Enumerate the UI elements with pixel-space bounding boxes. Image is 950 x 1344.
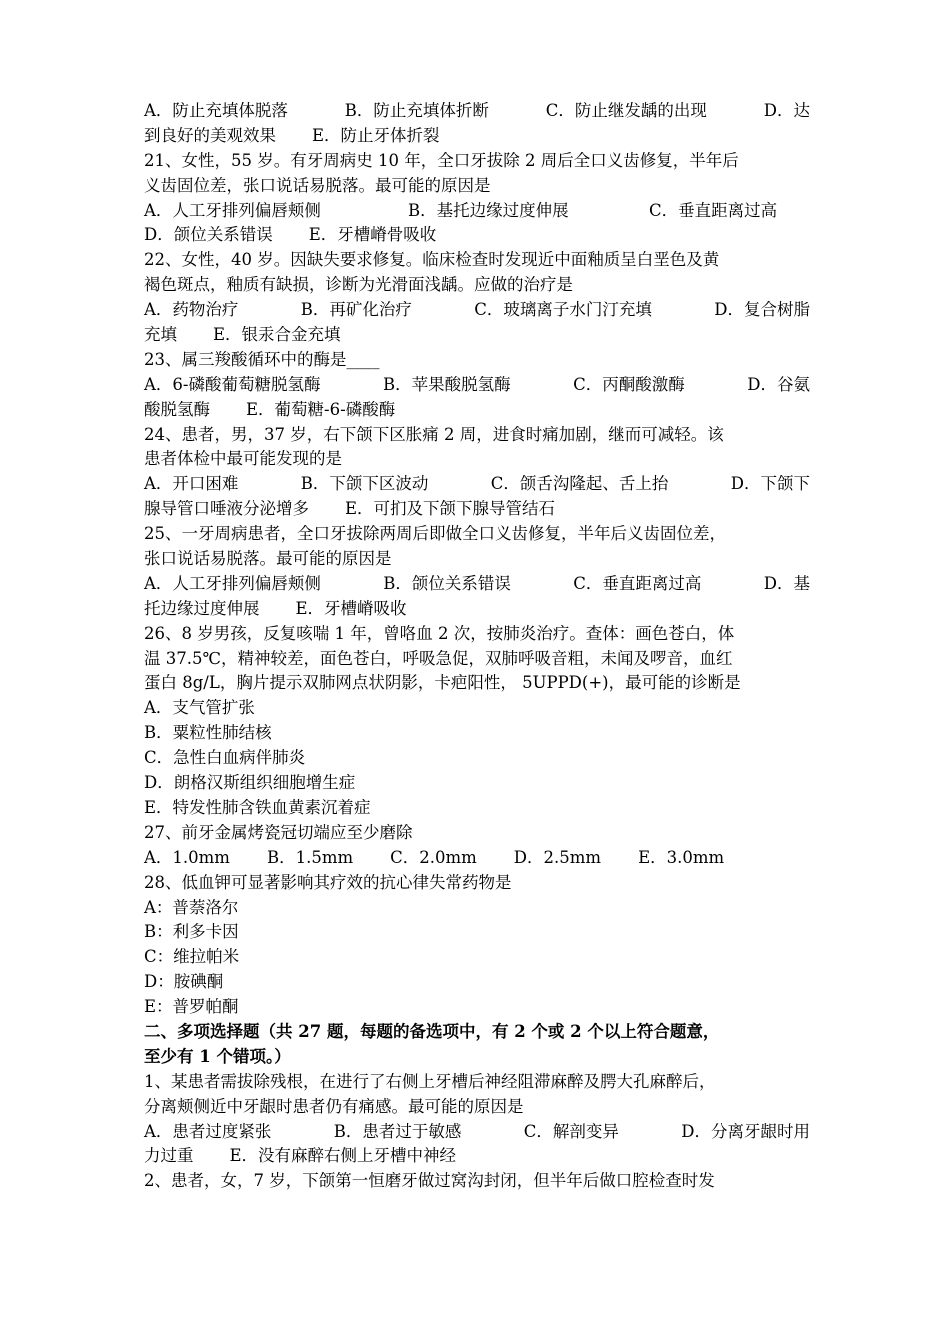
q21-option-e: E．牙槽嵴骨吸收 [308,225,437,245]
q27-option-d: D．2.5mm [513,847,602,867]
q27-options [144,846,810,871]
q22-option-a: A．药物治疗 [144,300,239,320]
q26-option-c: C．急性白血病伴肺炎 [144,748,306,768]
q27-option-c: C．2.0mm [390,847,477,867]
q22-option-d: D．复合树脂 [714,300,810,320]
m1-option-c: C．解剖变异 [523,1121,619,1141]
m1-stem-line2: 分离颊侧近中牙龈时患者仍有痛感。最可能的原因是 [144,1096,524,1116]
q21-stem-line2: 义齿固位差，张口说话易脱落。最可能的原因是 [144,175,491,195]
q24-option-c: C．颌舌沟隆起、舌上抬 [490,474,669,494]
q21-option-a: A．人工牙排列偏唇颊侧 [144,200,321,220]
q26-stem-line2: 温 37.5℃，精神较差，面色苍白，呼吸急促，双肺呼吸音粗，未闻及啰音，血红 [144,648,733,668]
q20-option-a: A．防止充填体脱落 [144,101,288,120]
q22-option-c: C．玻璃离子水门汀充填 [474,300,652,320]
q24-options-line1 [144,472,810,497]
m1-option-a: A．患者过度紧张 [144,1121,272,1141]
m1-option-b: B．患者过于敏感 [333,1121,462,1141]
q24-stem-line2: 患者体检中最可能发现的是 [144,449,342,469]
q21-options-line2 [144,223,810,248]
document-page [144,99,810,1194]
q21-option-c: C．垂直距离过高 [649,200,778,220]
q20-option-e: E．防止牙体折裂 [312,125,440,145]
q25-options-line1 [144,572,810,597]
q23-option-b: B．苹果酸脱氢酶 [383,374,511,394]
q26-stem-line1: 26、8 岁男孩，反复咳喘 1 年，曾咯血 2 次，按肺炎治疗。查体：画色苍白，体 [144,623,735,643]
q28-option-e: E：普罗帕酮 [144,997,239,1017]
m1-option-d-cont: 力过重 [144,1146,194,1166]
section2-heading-line2: 至少有 1 个错项。） [144,1046,291,1066]
q24-option-d: D．下颌下 [730,474,810,494]
q28-option-d: D：胺碘酮 [144,972,224,992]
q24-option-a: A．开口困难 [144,474,239,494]
q28-option-a: A：普萘洛尔 [144,897,239,917]
m1-options-line1 [144,1120,810,1145]
q26-option-a: A．支气管扩张 [144,698,255,718]
q23-option-c: C．丙酮酸激酶 [573,374,685,394]
q23-options-line1 [144,373,810,398]
q27-option-a: A．1.0mm [144,847,230,867]
q20-options-line1 [144,99,810,124]
q28-option-b: B：利多卡因 [144,922,239,942]
q22-options-line2 [144,323,810,348]
q22-stem-line2: 褐色斑点，釉质有缺损，诊断为光滑面浅龋。应做的治疗是 [144,275,573,295]
q24-stem-line1: 24、患者，男，37 岁，右下颌下区胀痛 2 周，进食时痛加剧，继而可减轻。该 [144,424,724,444]
q27-option-b: B．1.5mm [266,847,354,867]
q22-option-d-cont: 充填 [144,325,177,345]
q25-option-e: E．牙槽嵴吸收 [295,598,407,618]
q20-option-b: B．防止充填体折断 [344,101,489,120]
m1-options-line2 [144,1144,810,1169]
q21-options-line1 [144,199,810,224]
q24-option-e: E．可扪及下颌下腺导管结石 [345,499,556,519]
m1-stem-line1: 1、某患者需拔除残根，在进行了右侧上牙槽后神经阻滞麻醉及腭大孔麻醉后， [144,1071,716,1091]
q23-option-e: E．葡萄糖-6-磷酸酶 [246,399,396,419]
q25-option-b: B．颌位关系错误 [383,573,511,593]
q21-option-b: B．基托边缘过度伸展 [408,200,569,220]
q20-option-c: C．防止继发龋的出现 [545,101,707,120]
q23-option-d-cont: 酸脱氢酶 [144,399,210,419]
q25-stem-line2: 张口说话易脱落。最可能的原因是 [144,549,392,569]
q23-stem: 23、属三羧酸循环中的酶是____ [144,349,380,369]
q22-option-e: E．银汞合金充填 [213,325,341,345]
q25-options-line2 [144,597,810,622]
q26-stem-line3: 蛋白 8g/L，胸片提示双肺网点状阴影，卡疤阳性， 5UPPD(+)，最可能的诊断是 [144,673,741,693]
q22-option-b: B．再矿化治疗 [300,300,412,320]
q25-option-c: C．垂直距离过高 [573,573,702,593]
q21-stem-line1: 21、女性，55 岁。有牙周病史 10 年，全口牙拔除 2 周后全口义齿修复，半年后 [144,150,739,170]
q26-option-e: E．特发性肺含铁血黄素沉着症 [144,797,371,817]
q26-option-b: B．粟粒性肺结核 [144,723,272,743]
q23-option-a: A．6-磷酸葡萄糖脱氢酶 [144,374,321,394]
q24-option-b: B．下颌下区波动 [300,474,429,494]
q27-option-e: E．3.0mm [638,847,725,867]
q24-options-line2 [144,497,810,522]
q22-stem-line1: 22、女性，40 岁。因缺失要求修复。临床检查时发现近中面釉质呈白垩色及黄 [144,250,720,270]
q25-option-d: D．基 [763,573,810,593]
q20-option-d: D．达 [763,101,810,120]
m2-stem-line1: 2、患者，女，7 岁，下颌第一恒磨牙做过窝沟封闭，但半年后做口腔检查时发 [144,1171,715,1191]
m1-option-d: D．分离牙龈时用 [681,1121,810,1141]
q23-options-line2 [144,398,810,423]
q26-option-d: D．朗格汉斯组织细胞增生症 [144,773,356,793]
q24-option-d-cont: 腺导管口唾液分泌增多 [144,499,309,519]
q22-options-line1 [144,298,810,323]
q20-option-d-cont: 到良好的美观效果 [144,125,276,145]
q25-option-d-cont: 托边缘过度伸展 [144,598,260,618]
q28-option-c: C：维拉帕米 [144,947,240,967]
q20-options-line2 [144,124,810,149]
q25-stem-line1: 25、一牙周病患者，全口牙拔除两周后即做全口义齿修复，半年后义齿固位差， [144,524,726,544]
section2-heading-line1: 二、多项选择题（共 27 题，每题的备选项中，有 2 个或 2 个以上符合题意， [144,1021,720,1041]
m1-option-e: E．没有麻醉右侧上牙槽中神经 [229,1146,457,1166]
q25-option-a: A．人工牙排列偏唇颊侧 [144,573,321,593]
q21-option-d: D．颌位关系错误 [144,225,273,245]
q27-stem: 27、前牙金属烤瓷冠切端应至少磨除 [144,822,413,842]
q23-option-d: D．谷氨 [747,374,810,394]
q28-stem: 28、低血钾可显著影响其疗效的抗心律失常药物是 [144,872,512,892]
